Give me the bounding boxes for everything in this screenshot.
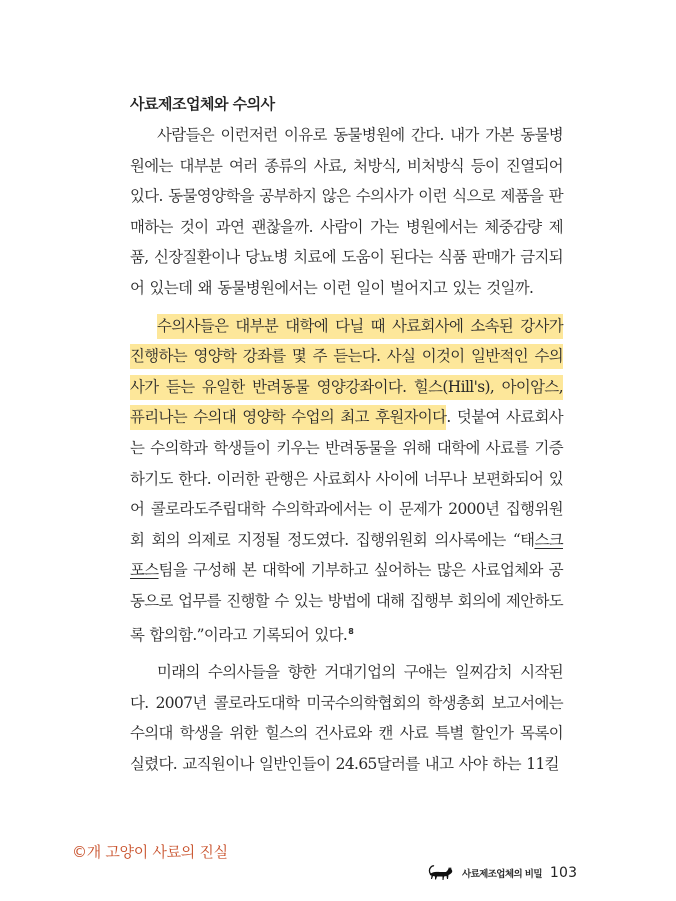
book-page-body xyxy=(130,92,563,786)
underlined-word: 스크포스 xyxy=(130,530,563,580)
paragraph-1 xyxy=(130,120,563,304)
section-heading: 사료제조업체와 수의사 xyxy=(130,95,275,113)
copyright-watermark: ©개 고양이 사료의 진실 xyxy=(72,843,228,861)
paragraph-3-text: 미래의 수의사들을 향한 거대기업의 구애는 일찌감치 시작된다. 2007년 콜로라도대학 미국수의학협회의 학생총회 보고서에는 수의대 학생을 위한 힐스의 건사료와 캔 사료 특별 할인가 목록이 실렸다. 교직원이나 일반인들이 24.65달러를 내고 사야 하는 11킬 xyxy=(130,663,563,773)
footnote-marker[interactable]: 8 xyxy=(348,626,354,636)
paragraph-1-text: 사람들은 이런저런 이유로 동물병원에 간다. 내가 가본 동물병원에는 대부분 여러 종류의 사료, 처방식, 비처방식 등이 진열되어 있다. 동물영양학을 공부하지 않은 수의사가 이런 식으로 제품을 판매하는 것이 과연 괜찮을까. 사람이 가는 병원에서는 체중감량 제품, 신장질환이나 당뇨병 치료에 도움이 된다는 식품 판매가 금지되어 있는데 왜 동물병원에서는 이런 일이 벌어지고 있는 것일까. xyxy=(130,126,563,297)
paragraph-2 xyxy=(130,311,563,651)
page-number: 103 xyxy=(549,865,578,881)
running-title: 사료제조업체의 비밀 xyxy=(462,869,542,880)
quote-text: 팀을 구성해 본 대학에 기부하고 싶어하는 많은 사료업체와 공동으로 업무를 진행할 수 있는 방법에 대해 집행부 회의에 제안하도록 합의함.”이라고 기록되어 있다. xyxy=(130,561,563,644)
paragraph-2-text: . 덧붙여 사료회사는 수의학과 학생들이 키우는 반려동물을 위해 대학에 사료를 기증하기도 한다. 이러한 관행은 사료회사 사이에 너무나 보편화되어 있어 콜로라도주립대학 수의학과에서는 이 문제가 2000년 집행위원회 회의 의제로 지정될 정도였다. 집행위원회 의사록에는 xyxy=(130,408,564,549)
page-footer xyxy=(428,862,577,884)
cat-icon xyxy=(428,863,454,883)
paragraph-3 xyxy=(130,657,563,779)
highlighted-passage[interactable]: 수의사들은 대부분 대학에 다닐 때 사료회사에 소속된 강사가 진행하는 영양학 강좌를 몇 주 듣는다. 사실 이것이 일반적인 수의사가 듣는 유일한 반려동물 영양강좌이다. 힐스(Hill's), 아이암스, 퓨리나는 수의대 영양학 수업의 최고 후원자이다 xyxy=(130,314,563,431)
quote-open: “태 xyxy=(512,530,535,549)
